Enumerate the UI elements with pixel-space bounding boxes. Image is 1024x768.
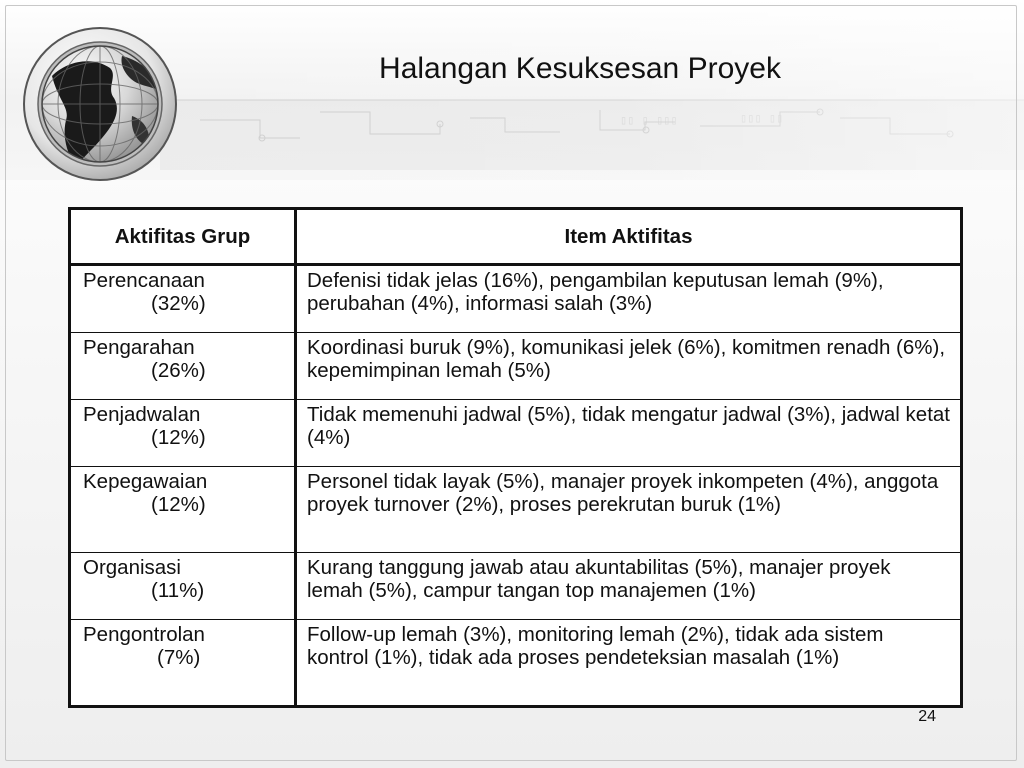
- table-row: [70, 400, 962, 467]
- group-name: Penjadwalan: [83, 403, 201, 426]
- group-percent: (26%): [151, 359, 206, 382]
- items-cell: Tidak memenuhi jadwal (5%), tidak mengatur jadwal (3%), jadwal ketat (4%): [296, 400, 962, 467]
- group-name: Kepegawaian: [83, 470, 208, 493]
- table-row: [70, 620, 962, 707]
- globe-icon: [22, 16, 182, 186]
- column-header-group: Aktifitas Grup: [70, 209, 296, 265]
- items-cell: Personel tidak layak (5%), manajer proyek inkompeten (4%), anggota proyek turnover (2%), proses perekrutan buruk (1%): [296, 467, 962, 553]
- group-name: Pengarahan: [83, 336, 195, 359]
- table-row: [70, 265, 962, 333]
- group-cell: [70, 553, 296, 620]
- table-row: [70, 333, 962, 400]
- group-cell: [70, 400, 296, 467]
- obstacles-table: [68, 207, 963, 708]
- items-cell: Koordinasi buruk (9%), komunikasi jelek (6%), komitmen renadh (6%), kepemimpinan lemah (5%): [296, 333, 962, 400]
- group-percent: (32%): [151, 292, 206, 315]
- group-percent: (12%): [151, 493, 206, 516]
- group-name: Organisasi: [83, 556, 181, 579]
- column-header-items: Item Aktifitas: [296, 209, 962, 265]
- slide-title: Halangan Kesuksesan Proyek: [379, 52, 781, 85]
- group-name: Perencanaan: [83, 269, 205, 292]
- group-cell: [70, 265, 296, 333]
- items-cell: Follow-up lemah (3%), monitoring lemah (2%), tidak ada sistem kontrol (1%), tidak ada proses pendeteksian masalah (1%): [296, 620, 962, 707]
- group-cell: [70, 620, 296, 707]
- group-percent: (11%): [151, 579, 205, 602]
- group-percent: (12%): [151, 426, 206, 449]
- table-row: [70, 553, 962, 620]
- items-cell: Defenisi tidak jelas (16%), pengambilan keputusan lemah (9%), perubahan (4%), informasi salah (3%): [296, 265, 962, 333]
- group-cell: [70, 333, 296, 400]
- group-cell: [70, 467, 296, 553]
- group-percent: (7%): [157, 646, 201, 669]
- page-number: 24: [918, 708, 936, 725]
- table-row: [70, 467, 962, 553]
- items-cell: Kurang tanggung jawab atau akuntabilitas (5%), manajer proyek lemah (5%), campur tangan top manajemen (1%): [296, 553, 962, 620]
- table-header-row: [70, 209, 962, 265]
- group-name: Pengontrolan: [83, 623, 205, 646]
